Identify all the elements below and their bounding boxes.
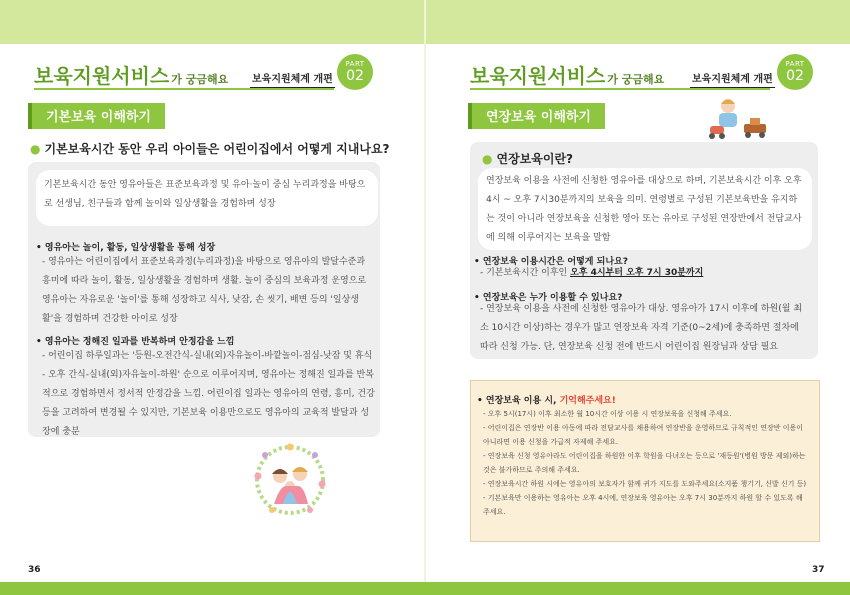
right-q1-body (480, 264, 810, 283)
right-q2-body: - 연장보육 이용을 사전에 신청한 영유아가 대상. 영유아가 17시 이후에 하원(월 최소 10시간 이상)하는 경우가 많고 연장보육 자격 기준(0~2세)에 충족하면 절차에 따라 신청 가능. 단, 연장보육 신청 전에 반드시 어린이집 원장님과 상담 필요 (480, 304, 803, 352)
family-wreath-illustration (250, 440, 330, 520)
title-suffix: 가 궁금해요 (607, 73, 665, 86)
left-point2-heading-text: 영유아는 정해진 일과를 반복하며 안정감을 느낌 (44, 337, 235, 347)
left-point1-heading-text: 영유아는 놀이, 활동, 일상생활을 통해 성장 (44, 243, 216, 253)
left-point1-body: - 영유아는 어린이집에서 표준보육과정(누리과정)을 바탕으로 영유아의 발달수준과 흥미에 따라 놀이, 활동, 일상생활을 경험하며 생활. 놀이 중심의 보육과정 운영으로 영유아는 자유로운 '놀이'를 통해 성장하고 식사, 낮잠, 손 씻기, 배변 등의 '일상생활'을 경험하며 건강한 아이로 성장 (42, 257, 367, 324)
left-intro-box: 기본보육시간 동안 영유아들은 표준보육과정 및 유아·놀이 중심 누리과정을 바탕으로 선생님, 친구들과 함께 놀이와 일상생활을 경험하며 성장 (36, 170, 378, 226)
right-question-text: 연장보육이란? (496, 152, 573, 166)
right-part-tag: 보육지원체계 개편 (690, 70, 775, 88)
left-question (30, 140, 390, 157)
reminder-title-text: 연장보육 이용 시, (485, 396, 560, 406)
bullet-dot-icon: ● (482, 152, 493, 166)
title-rule (34, 88, 334, 90)
left-point2-line1: - 어린이집 하루일과는 '등원-오전간식-실내(외)자유놀이-바깥놀이-점심-낮잠 및 휴식 (42, 351, 373, 361)
left-page-title (34, 60, 228, 89)
left-point1-heading (36, 240, 215, 253)
part-label: PART (345, 60, 365, 68)
bottom-band (0, 582, 850, 595)
title-suffix: 가 궁금해요 (171, 73, 229, 86)
right-page-number: 37 (812, 565, 825, 575)
title-main: 보육지원서비스 (470, 64, 606, 88)
part-number: 02 (786, 68, 804, 84)
reminder-highlight: 기억해주세요! (559, 396, 616, 406)
left-part-badge (337, 54, 373, 90)
title-rule (470, 88, 770, 90)
right-question (482, 150, 573, 167)
right-intro-box: 연장보육 이용을 사전에 신청한 영유아를 대상으로 하며, 기본보육시간 이후 오후 4시 ~ 오후 7시30분까지의 보육을 의미. 연령별로 구성된 기본보육반을 유지하는 것이 아니라 연장보육을 신청한 영아 또는 유아로 구성된 연장반에서 전담교사에 의해 이루어지는 보육을 말함 (478, 168, 812, 250)
q1-time-range: 오후 4시부터 오후 7시 30분까지 (570, 268, 704, 278)
bullet-dot-icon: ● (30, 142, 41, 156)
bullet-icon: • (477, 396, 486, 406)
part-label: PART (785, 60, 805, 68)
left-section-label: 기본보육 이해하기 (28, 103, 165, 129)
q1-prefix: - 기본보육시간 이후인 (480, 268, 571, 278)
part-number: 02 (346, 68, 364, 84)
bullet-icon: • (36, 243, 45, 253)
reminder-note-body: - 오후 5시(17시) 이후 최소한 월 10시간 이상 이용 시 연장보육을 신청해 주세요. - 어린이집은 연장반 이용 아동에 따라 전담교사를 채용하여 연장반을 운영하므로 규칙적인 연장반 이용이 아니라면 이용 신청을 가급적 자제해 주세요. - 연장보육 신청 영유아라도 어린이집을 하원한 이후 학원을 다녀오는 등으로 '재등원'(병원 방문 제외)하는 것은 불가하므로 주의해 주세요. - 연장보육시간 하원 시에는 영유아의 보호자가 함께 귀가 지도를 도와주세요(소지품 챙기기, 신발 신기 등) - 기본보육만 이용하는 영유아는 오후 4시에, 연장보육 영유아는 오후 7시 30분까지 하원 할 수 있도록 해주세요. (483, 410, 807, 516)
bullet-icon: • (36, 337, 45, 347)
bullet-icon: • (474, 293, 483, 303)
left-point2-heading (36, 334, 234, 347)
left-page-number: 36 (28, 565, 41, 575)
left-point2-body: - 오후 간식-실내(외)자유놀이-하원' 순으로 이루어지며, 영유아는 정해진 일과를 반복적으로 경험하면서 정서적 안정감을 느낌. 어린이집 일과는 영유아의 연령, 흥미, 건강 등을 고려하여 변경될 수 있지만, 기본보육 이용만으로도 영유아의 교육적 발달과 성장에 충분 (42, 370, 375, 437)
left-question-text: 기본보육시간 동안 우리 아이들은 어린이집에서 어떻게 지내나요? (44, 142, 390, 156)
left-part-tag: 보육지원체계 개편 (250, 70, 335, 88)
right-q1-heading-text: 연장보육 이용시간은 어떻게 되나요? (482, 257, 628, 267)
right-section-label: 연장보육 이해하기 (468, 103, 605, 129)
reminder-note-title (477, 393, 616, 406)
bullet-icon: • (474, 257, 483, 267)
right-page-title (470, 60, 664, 89)
page-gutter (424, 0, 426, 582)
child-playing-toys-illustration (706, 96, 774, 140)
right-q2-heading-text: 연장보육은 누가 이용할 수 있나요? (482, 293, 623, 303)
right-part-badge (777, 54, 813, 90)
reminder-note-box (470, 380, 820, 542)
title-main: 보육지원서비스 (34, 64, 170, 88)
